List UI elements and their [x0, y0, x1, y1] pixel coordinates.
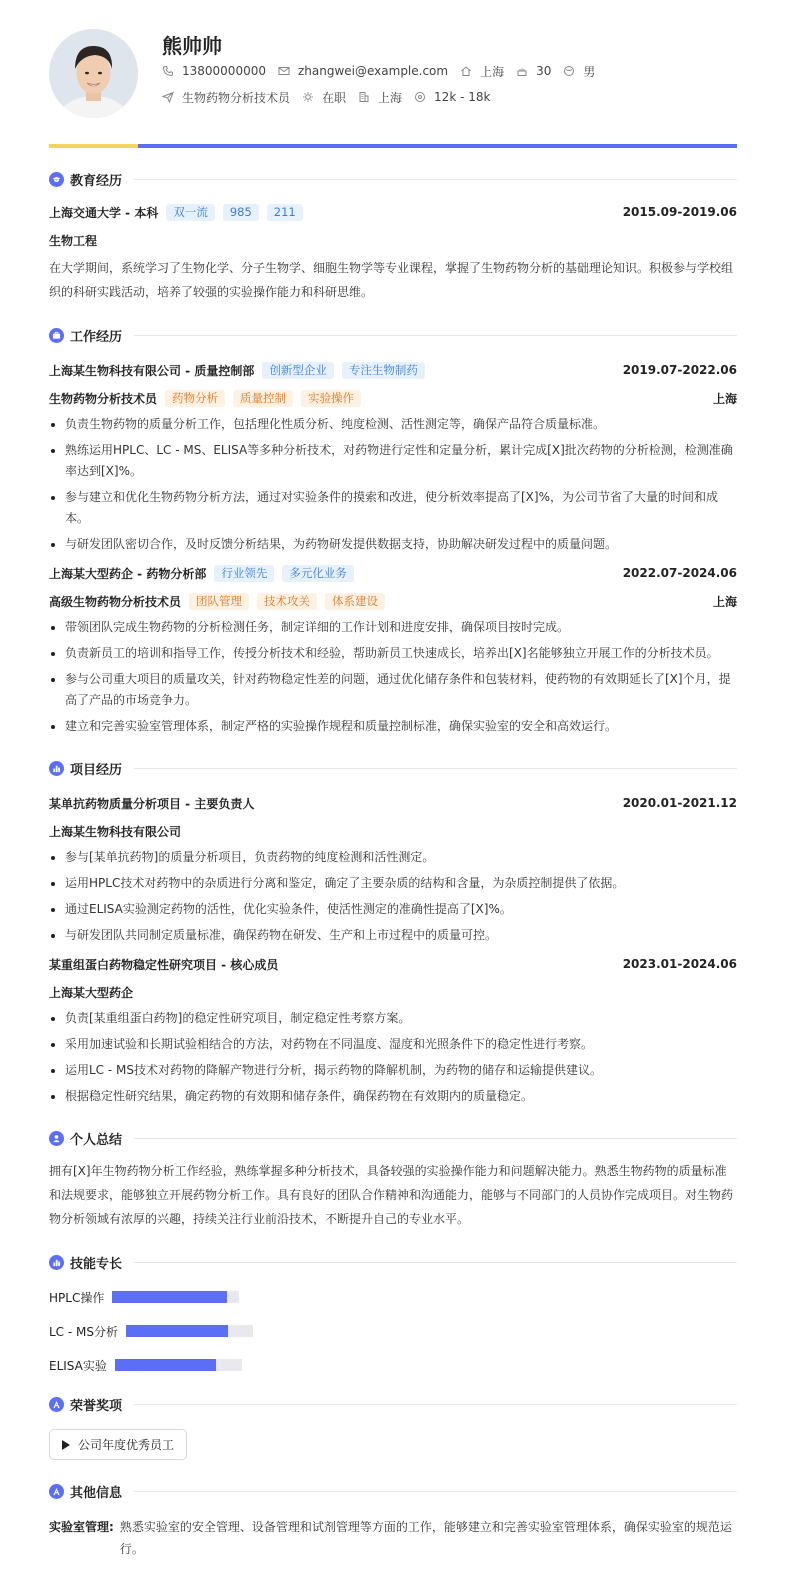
skill-bar: [115, 1359, 242, 1371]
role-tag: 质量控制: [233, 390, 293, 407]
list-item: 运用HPLC技术对药物中的杂质进行分离和鉴定，确定了主要杂质的结构和含量，为杂质控制提供了依据。: [49, 873, 737, 894]
section-title: 技能专长: [70, 1256, 123, 1272]
list-item: 参与公司重大项目的质量攻关，针对药物稳定性差的问题，通过优化储存条件和包装材料，使药物的有效期延长了[X]个月，提高了产品的市场竞争力。: [49, 669, 737, 711]
project-date: 2020.01-2021.12: [622, 796, 737, 810]
other-info-item: [49, 1516, 737, 1560]
gender-icon: [563, 65, 575, 77]
company-name: 上海某生物科技有限公司 - 质量控制部: [49, 363, 255, 378]
education-date: 2015.09-2019.06: [622, 205, 737, 219]
user-icon: [49, 1131, 64, 1146]
role-tag: 药物分析: [165, 390, 225, 407]
status-icon: [302, 91, 314, 103]
position-value: 生物药物分析技术员: [182, 90, 291, 105]
project-bullets: [49, 847, 737, 946]
education-section-header: [49, 168, 737, 190]
phone-value: 13800000000: [182, 64, 266, 78]
bar-chart-icon: [49, 1255, 64, 1270]
status-value: 在职: [322, 90, 347, 105]
project-entry: [49, 791, 737, 815]
project-org: 上海某大型药企: [49, 985, 134, 1000]
skill-name: LC - MS分析: [49, 1324, 118, 1339]
job-entry: [49, 358, 737, 382]
skill-fill: [126, 1325, 228, 1337]
list-item: 与研发团队共同制定质量标准，确保药物在研发、生产和上市过程中的质量可控。: [49, 925, 737, 946]
list-item: 根据稳定性研究结果，确定药物的有效期和储存条件，确保药物在有效期内的质量稳定。: [49, 1086, 737, 1107]
job-role: 高级生物药物分析技术员: [49, 594, 182, 609]
skills-section-header: [49, 1251, 737, 1273]
other-label: 实验室管理:: [49, 1520, 114, 1534]
company-tag: 创新型企业: [262, 362, 334, 379]
skills-list: [49, 1287, 737, 1389]
list-item: 采用加速试验和长期试验相结合的方法，对药物在不同温度、湿度和光照条件下的稳定性进行考察。: [49, 1034, 737, 1055]
list-item: 熟练运用HPLC、LC - MS、ELISA等多种分析技术，对药物进行定性和定量分析，累计完成[X]批次药物的分析检测，检测准确率达到[X]%。: [49, 440, 737, 482]
company-name: 上海某大型药企 - 药物分析部: [49, 566, 207, 581]
job-role: 生物药物分析技术员: [49, 391, 158, 406]
project-name: 某单抗药物质量分析项目 - 主要负责人: [49, 796, 255, 811]
mail-icon: [278, 65, 290, 77]
education-entry: [49, 200, 737, 224]
company-tag: 行业领先: [214, 565, 274, 582]
section-title: 荣誉奖项: [70, 1398, 123, 1414]
list-item: 通过ELISA实验测定药物的活性，优化实验条件，使活性测定的准确性提高了[X]%。: [49, 899, 737, 920]
project-name: 某重组蛋白药物稳定性研究项目 - 核心成员: [49, 957, 279, 972]
company-tag: 多元化业务: [282, 565, 354, 582]
school-name: 上海交通大学 - 本科: [49, 205, 159, 220]
role-tag: 团队管理: [189, 593, 249, 610]
gender: [563, 63, 595, 80]
section-title: 个人总结: [70, 1132, 123, 1148]
target-city: [358, 89, 402, 106]
contact-row: [162, 58, 607, 84]
salary-value: 12k - 18k: [434, 90, 491, 104]
skill-item: [49, 1355, 399, 1375]
award-icon: [49, 1484, 64, 1499]
header-divider: [49, 144, 737, 148]
skill-fill: [112, 1291, 226, 1303]
role-tag: 体系建设: [325, 593, 385, 610]
job-entry: [49, 561, 737, 585]
section-title: 其他信息: [70, 1485, 123, 1501]
job-date: 2022.07-2024.06: [622, 566, 737, 580]
cake-icon: [516, 65, 528, 77]
work-section-header: [49, 324, 737, 346]
job-bullets: [49, 617, 737, 737]
building-icon: [358, 91, 370, 103]
bar-chart-icon: [49, 761, 64, 776]
graduation-cap-icon: [49, 172, 64, 187]
summary-text: 拥有[X]年生物药物分析工作经验，熟练掌握多种分析技术，具备较强的实验操作能力和问题解决能力。熟悉生物药物的质量标准和法规要求，能够独立开展药物分析工作。具有良好的团队合作精神和沟通能力，能够与不同部门的人员协作完成项目。对生物药物分析领域有浓厚的兴趣，持续关注行业前沿技术，不断提升自己的专业水平。: [49, 1164, 734, 1226]
award-name: 公司年度优秀员工: [78, 1438, 175, 1452]
list-item: 负责生物药物的质量分析工作，包括理化性质分析、纯度检测、活性测定等，确保产品符合质量标准。: [49, 414, 737, 435]
skill-item: [49, 1321, 399, 1341]
target-city-value: 上海: [378, 90, 403, 105]
skill-name: ELISA实验: [49, 1358, 107, 1373]
project-date: 2023.01-2024.06: [622, 957, 737, 971]
company-tag: 专注生物制药: [342, 362, 425, 379]
role-tag: 技术攻关: [257, 593, 317, 610]
school-tag: 985: [223, 204, 259, 221]
briefcase-icon: [49, 328, 64, 343]
projects-section-header: [49, 757, 737, 779]
profile-header: [49, 28, 737, 144]
avatar: [49, 29, 138, 118]
email-value: zhangwei@example.com: [297, 64, 449, 78]
position: [162, 89, 290, 106]
list-item: 负责[某重组蛋白药物]的稳定性研究项目，制定稳定性考察方案。: [49, 1008, 737, 1029]
job-intent-row: [162, 84, 607, 110]
list-item: 参与建立和优化生物药物分析方法，通过对实验条件的摸索和改进，使分析效率提高了[X]%，为公司节省了大量的时间和成本。: [49, 487, 737, 529]
list-item: 带领团队完成生物药物的分析检测任务，制定详细的工作计划和进度安排，确保项目按时完成。: [49, 617, 737, 638]
phone: [162, 64, 266, 78]
money-icon: [414, 91, 426, 103]
school-tag: 双一流: [166, 204, 215, 221]
other-section-header: [49, 1480, 737, 1502]
section-title: 工作经历: [70, 329, 123, 345]
project-org: 上海某生物科技有限公司: [49, 824, 182, 839]
skill-item: [49, 1287, 399, 1307]
email: [278, 64, 448, 78]
job-location: 上海: [712, 391, 737, 406]
list-item: 运用LC - MS技术对药物的降解产物进行分析，揭示药物的降解机制，为药物的储存和运输提供建议。: [49, 1060, 737, 1081]
skill-name: HPLC操作: [49, 1290, 105, 1305]
home-icon: [460, 65, 472, 77]
city-value: 上海: [480, 64, 505, 79]
candidate-name: 熊帅帅: [162, 34, 222, 58]
list-item: 建立和完善实验室管理体系，制定严格的实验操作规程和质量控制标准，确保实验室的安全和高效运行。: [49, 716, 737, 737]
project-entry: [49, 952, 737, 976]
summary-section-header: [49, 1127, 737, 1149]
gender-value: 男: [583, 64, 596, 79]
role-tag: 实验操作: [301, 390, 361, 407]
section-title: 教育经历: [70, 173, 123, 189]
list-item: 负责新员工的培训和指导工作，传授分析技术和经验，帮助新员工快速成长，培养出[X]名能够独立开展工作的分析技术员。: [49, 643, 737, 664]
play-icon: [62, 1440, 70, 1450]
job-location: 上海: [712, 594, 737, 609]
job-bullets: [49, 414, 737, 555]
major: 生物工程: [49, 233, 98, 248]
send-icon: [162, 91, 174, 103]
list-item: 参与[某单抗药物]的质量分析项目，负责药物的纯度检测和活性测定。: [49, 847, 737, 868]
award-icon: [49, 1397, 64, 1412]
job-date: 2019.07-2022.06: [622, 363, 737, 377]
phone-icon: [162, 65, 174, 77]
status: [302, 89, 346, 106]
section-title: 项目经历: [70, 762, 123, 778]
awards-section-header: [49, 1393, 737, 1415]
education-description: 在大学期间，系统学习了生物化学、分子生物学、细胞生物学等专业课程，掌握了生物药物分析的基础理论知识。积极参与学校组织的科研实践活动，培养了较强的实验操作能力和科研思维。: [49, 261, 734, 299]
project-bullets: [49, 1008, 737, 1107]
other-text: 熟悉实验室的安全管理、设备管理和试剂管理等方面的工作，能够建立和完善实验室管理体系，确保实验室的规范运行。: [119, 1520, 732, 1556]
school-tag: 211: [267, 204, 303, 221]
award-item: [49, 1429, 187, 1460]
age: [516, 64, 551, 78]
skill-fill: [115, 1359, 217, 1371]
skill-bar: [112, 1291, 239, 1303]
city: [460, 63, 504, 80]
skill-bar: [126, 1325, 253, 1337]
salary: [414, 90, 490, 104]
list-item: 与研发团队密切合作，及时反馈分析结果，为药物研发提供数据支持，协助解决研发过程中的质量问题。: [49, 534, 737, 555]
age-value: 30: [536, 64, 552, 78]
